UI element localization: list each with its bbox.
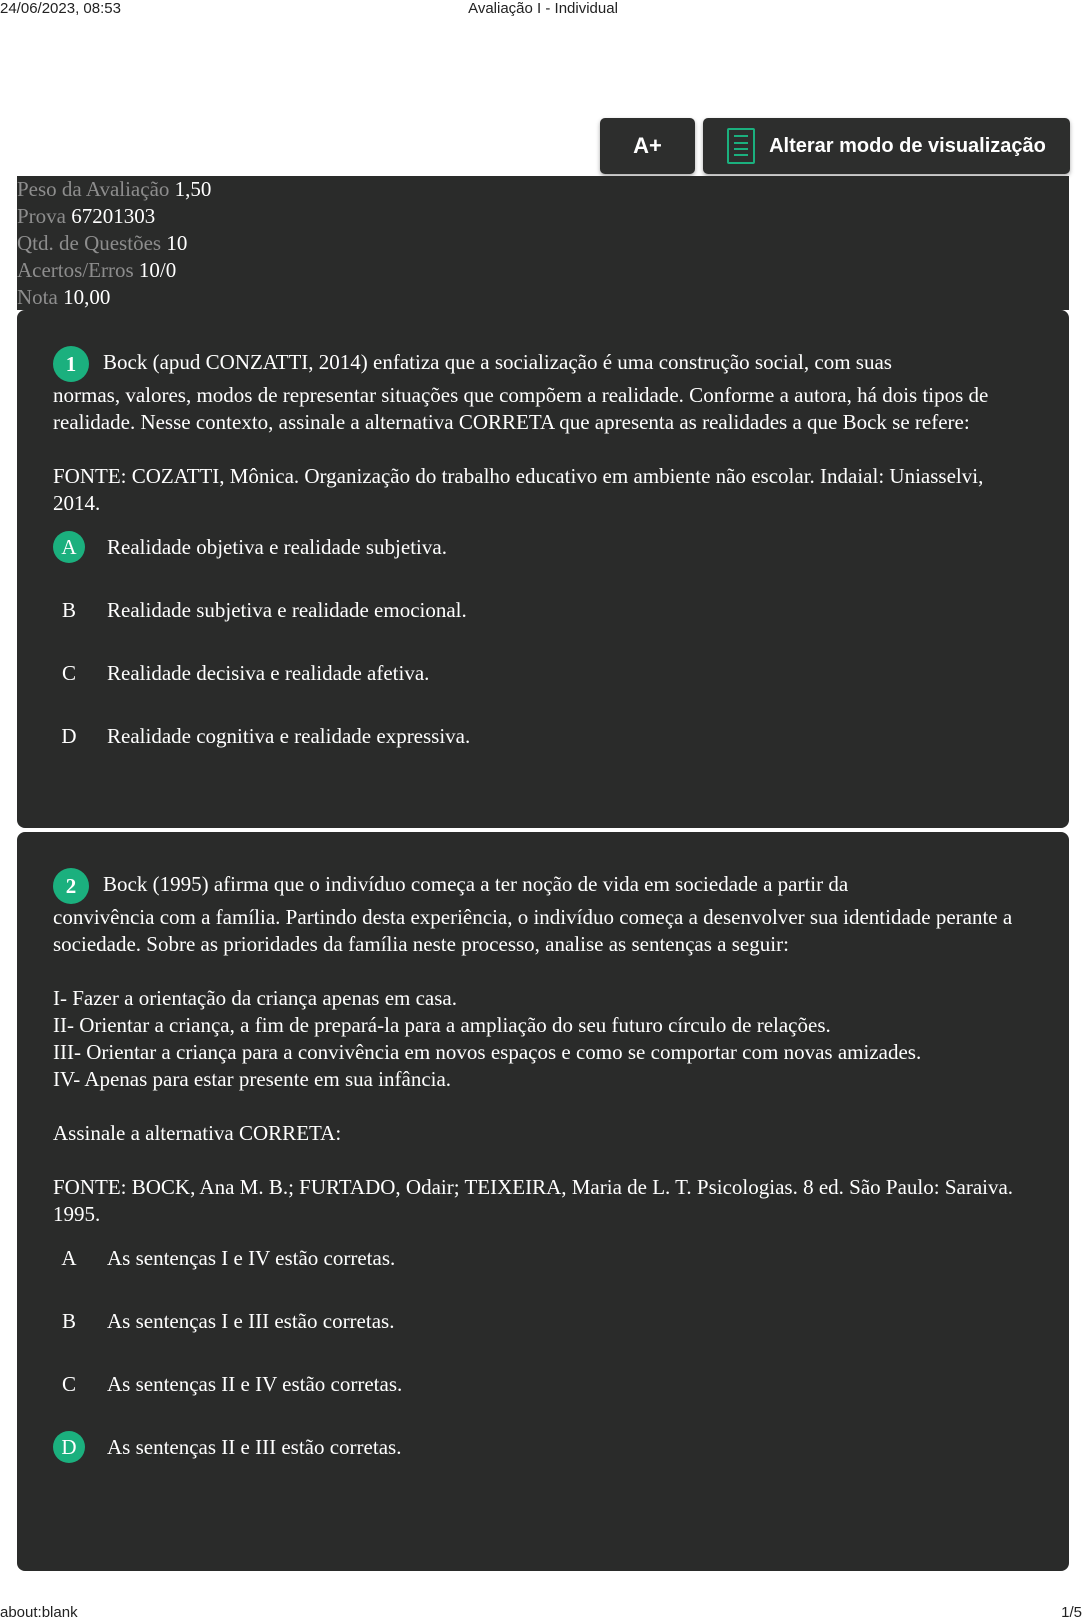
document-icon [727, 128, 755, 164]
option-text: As sentenças II e III estão corretas. [107, 1435, 402, 1459]
summary-row [17, 284, 1069, 311]
print-datetime: 24/06/2023, 08:53 [0, 0, 121, 17]
summary-value: 67201303 [71, 204, 156, 228]
question-card [17, 832, 1069, 1571]
answer-option[interactable] [53, 657, 1033, 720]
question-text [53, 868, 1033, 1228]
print-url: about:blank [0, 1604, 78, 1621]
option-letter: C [61, 1372, 76, 1396]
change-view-mode-label: Alterar modo de visualização [769, 134, 1046, 157]
summary-label: Peso da Avaliação [17, 177, 170, 201]
option-letter-correct: A [53, 531, 85, 563]
answer-option[interactable] [53, 720, 1033, 783]
answer-option[interactable] [53, 1305, 1033, 1368]
answer-option[interactable] [53, 1431, 1033, 1494]
summary-value: 10,00 [63, 285, 111, 309]
print-header [0, 0, 1086, 20]
option-letter: B [61, 598, 76, 622]
question-text [53, 346, 1033, 517]
summary-row [17, 203, 1069, 230]
print-page-title: Avaliação I - Individual [468, 0, 618, 17]
summary-label: Nota [17, 285, 58, 309]
option-text: As sentenças I e III estão corretas. [107, 1309, 395, 1333]
exam-summary [17, 176, 1069, 310]
option-text: Realidade subjetiva e realidade emocional. [107, 598, 467, 622]
option-letter: C [61, 661, 76, 685]
question-text-first: Bock (apud CONZATTI, 2014) enfatiza que a socialização é uma construção social, com suas [103, 349, 892, 374]
summary-label: Qtd. de Questões [17, 231, 162, 255]
option-letter-correct: D [53, 1431, 85, 1463]
answer-option[interactable] [53, 594, 1033, 657]
change-view-mode-button[interactable] [703, 118, 1070, 174]
question-text-rest: convivência com a família. Partindo desta experiência, o indivíduo começa a desenvolver sua identidade perante a sociedade. Sobre as prioridades da família neste processo, analise as sentenças a seguir: I- Fazer a orientação da criança apenas em casa. II- Orientar a criança, a fim de prepará-la para a ampliação do seu futuro círculo de relações. III- Orientar a criança para a convivência em novos espaços e como se comportar com novas amizades. IV- Apenas para estar presente em sua infância. Assinale a alternativa CORRETA: FONTE: BOCK, Ana M. B.; FURTADO, Odair; TEIXEIRA, Maria de L. T. Psicologias. 8 ed. São Paulo: Saraiva. 1995. [53, 905, 1014, 1226]
option-text: Realidade decisiva e realidade afetiva. [107, 661, 430, 685]
font-size-button[interactable]: A+ [600, 118, 695, 174]
summary-value: 10 [166, 231, 188, 255]
option-letter: B [61, 1309, 76, 1333]
answer-option[interactable] [53, 1368, 1033, 1431]
option-letter: D [61, 724, 77, 748]
option-letter: A [61, 1246, 77, 1270]
summary-row [17, 176, 1069, 203]
summary-value: 10/0 [138, 258, 177, 282]
print-page-number: 1/5 [1061, 1604, 1082, 1621]
question-text-first: Bock (1995) afirma que o indivíduo começa a ter noção de vida em sociedade a partir da [103, 871, 849, 896]
option-text: Realidade cognitiva e realidade expressiva. [107, 724, 471, 748]
summary-value: 1,50 [174, 177, 212, 201]
question-card [17, 310, 1069, 828]
option-text: As sentenças I e IV estão corretas. [107, 1246, 396, 1270]
answer-option[interactable] [53, 531, 1033, 594]
question-number-badge: 2 [53, 868, 89, 904]
summary-row [17, 230, 1069, 257]
summary-label: Acertos/Erros [17, 258, 134, 282]
summary-label: Prova [17, 204, 66, 228]
toolbar [600, 118, 1070, 174]
summary-row [17, 257, 1069, 284]
question-number-badge: 1 [53, 346, 89, 382]
option-text: As sentenças II e IV estão corretas. [107, 1372, 403, 1396]
answer-option[interactable] [53, 1242, 1033, 1305]
question-text-rest: normas, valores, modos de representar situações que compõem a realidade. Conforme a autora, há dois tipos de realidade. Nesse contexto, assinale a alternativa CORRETA que apresenta as realidades a que Bock se refere: FONTE: COZATTI, Mônica. Organização do trabalho educativo em ambiente não escolar. Indaial: Uniasselvi, 2014. [53, 383, 989, 515]
option-text: Realidade objetiva e realidade subjetiva. [107, 535, 447, 559]
print-footer [0, 1604, 1086, 1621]
